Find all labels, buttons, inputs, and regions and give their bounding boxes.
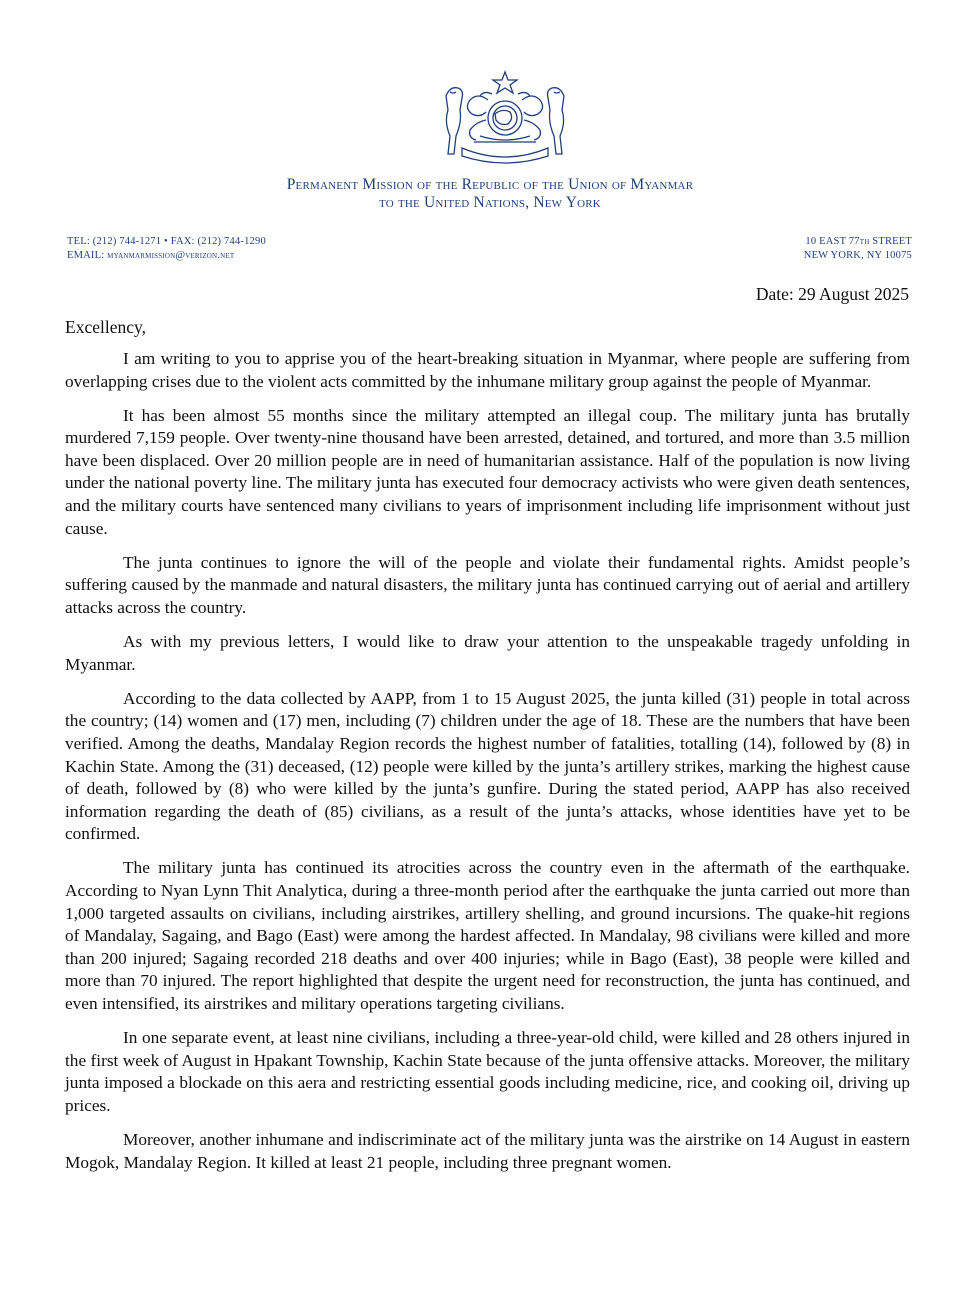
body-paragraph: As with my previous letters, I would like to draw your attention to the unspeakable tragedy unfolding in Myanmar.: [65, 632, 910, 674]
myanmar-state-seal-icon: [440, 70, 570, 170]
tel-fax-line: TEL: (212) 744-1271 • FAX: (212) 744-1290: [67, 236, 266, 247]
letter-date: Date: 29 August 2025: [755, 284, 909, 304]
body-paragraph: The military junta has continued its atrocities across the country even in the aftermath of the earthquake. According to Nyan Lynn Thit Analytica, during a three-month period after the earthquake the junta carried out more than 1,000 targeted assaults on civilians, including airstrikes, artillery shelling, and ground incursions. The quake-hit regions of Mandalay, Sagaing, and Bago (East) were among the hardest affected. In Mandalay, 98 civilians were killed and more than 200 injured; Sagaing recorded 218 deaths and over 400 injuries; while in Bago (East), 38 people were killed and more than 70 injured. The report highlighted that despite the urgent need for reconstruction, the junta has continued, and even intensified, its airstrikes and military operations targeting civilians.: [65, 858, 910, 1013]
body-paragraph: Moreover, another inhumane and indiscriminate act of the military junta was the airstrike on 14 August in eastern Mogok, Mandalay Region. It killed at least 21 people, including three pregnant women.: [65, 1129, 910, 1172]
body-paragraph: In one separate event, at least nine civilians, including a three-year-old child, were killed and 28 others injured in the first week of August in Hpakant Township, Kachin State because of the junta offensive attacks. Moreover, the military junta imposed a blockade on this aera and restricting essential goods including medicine, rice, and cooking oil, driving up prices.: [65, 1028, 910, 1115]
mission-name-line2: to the United Nations, New York: [379, 194, 601, 211]
mission-name-line1: Permanent Mission of the Republic of the Union of Myanmar: [286, 176, 694, 193]
salutation: Excellency,: [65, 317, 146, 337]
body-paragraph: I am writing to you to apprise you of the heart-breaking situation in Myanmar, where people are suffering from overlapping crises due to the violent acts committed by the inhumane military group against the people of Myanmar.: [65, 349, 910, 391]
mission-address: [804, 235, 912, 263]
body-paragraph: It has been almost 55 months since the military attempted an illegal coup. The military junta has brutally murdered 7,159 people. Over twenty-nine thousand have been arrested, detained, and tortured, and more than 3.5 million have been displaced. Over 20 million people are in need of humanitarian assistance. Half of the population is now living under the national poverty line. The military junta has executed four democracy activists who were given death sentences, and the military courts have sentenced many civilians to years of imprisonment including life imprisonment without just cause.: [65, 405, 910, 538]
letter-body: [65, 348, 910, 1186]
contact-info: [67, 235, 266, 263]
address-street: 10 EAST 77th STREET: [805, 236, 912, 247]
body-paragraph: The junta continues to ignore the will of the people and violate their fundamental rights. Amidst people’s suffering caused by the manmade and natural disasters, the military junta has continued carrying out of aerial and artillery attacks across the country.: [65, 552, 910, 617]
email-line: EMAIL: myanmarmission@verizon.net: [67, 250, 235, 261]
address-city: NEW YORK, NY 10075: [803, 250, 912, 261]
body-paragraph: According to the data collected by AAPP, from 1 to 15 August 2025, the junta killed (31) people in total across the country; (14) women and (17) men, including (7) children under the age of 18. These are the numbers that have been verified. Among the deaths, Mandalay Region records the highest number of fatalities, totalling (14), followed by (8) in Kachin State. Among the (31) deceased, (12) people were killed by the junta’s artillery strikes, marking the highest cause of death, followed by (8) who were killed by the junta’s gunfire. During the stated period, AAPP has also received information regarding the death of (85) civilians, as a result of the junta’s attacks, whose identities have yet to be confirmed.: [65, 688, 910, 844]
